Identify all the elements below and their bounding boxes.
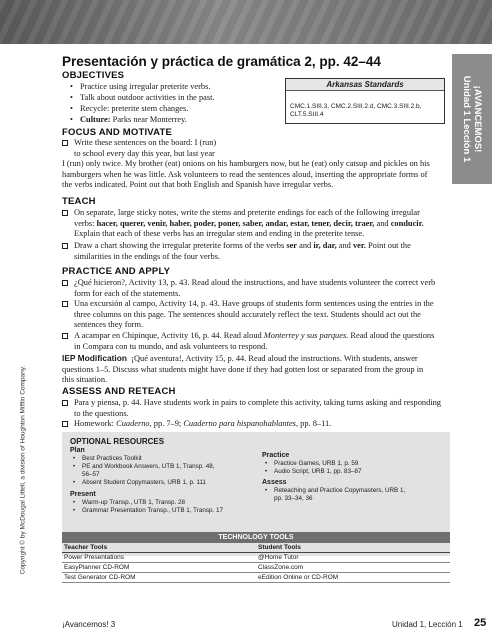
resource-item: • Warm-up Transp., UTB 1, Transp. 28 bbox=[73, 499, 186, 506]
checkbox-icon bbox=[62, 280, 68, 286]
page-number: 25 bbox=[474, 617, 487, 629]
page-title: Presentación y práctica de gramática 2, pp. 42–44 bbox=[62, 54, 381, 69]
focus-heading: FOCUS AND MOTIVATE bbox=[62, 127, 173, 138]
practice-item: A acampar en Chipinque, Activity 16, p. 44. Read aloud Monterrey y sus parques. Read aloud the questions in Compara con tu mundo, and ask volunteers to respond. bbox=[62, 331, 450, 352]
technology-tools-header: TECHNOLOGY TOOLS bbox=[62, 532, 450, 543]
resource-item: • Best Practices Toolkit bbox=[73, 455, 142, 462]
objective-item: • Practice using irregular preterite verbs. bbox=[70, 82, 211, 91]
assess-item-homework: Homework: Cuaderno, pp. 7–9; Cuaderno para hispanohablantes, pp. 8–11. bbox=[62, 419, 450, 430]
standards-title: Arkansas Standards bbox=[286, 79, 444, 91]
assess-item: Para y piensa, p. 44. Have students work in pairs to complete this activity, taking turns asking and responding to the questions. bbox=[62, 398, 452, 419]
practice-item: Una excursión al campo, Activity 14, p. 43. Have groups of students form sentences using the entries in the three columns on this page. The sentences should accurately reflect the text. Students should act out the sentences they form. bbox=[62, 299, 450, 331]
resource-item-continuation: 56–57 bbox=[82, 471, 100, 478]
table-row: Power Presentations @Home Tutor bbox=[62, 553, 450, 563]
checkbox-icon bbox=[62, 210, 68, 216]
resource-item: • PE and Workbook Answers, UTB 1, Transp. 48, bbox=[73, 463, 215, 470]
practice-item: ¿Qué hicieron?, Activity 13, p. 43. Read aloud the instructions, and have students volunteer the correct verb form for each of the statements. bbox=[62, 278, 450, 299]
resource-item: • Reteaching and Practice Copymasters, URB 1, bbox=[265, 487, 406, 494]
assess-heading: ASSESS AND RETEACH bbox=[62, 386, 176, 397]
objective-item: • Talk about outdoor activities in the past. bbox=[70, 93, 215, 102]
objective-item: • Recycle: preterite stem changes. bbox=[70, 104, 189, 113]
teach-item: Draw a chart showing the irregular preterite forms of the verbs ser and ir, dar, and ver. Point out the similarities in the endings of the four verbs. bbox=[62, 241, 450, 262]
copyright-notice: Copyright © by McDougal Littell, a division of Houghton Mifflin Company. bbox=[19, 365, 27, 575]
teach-item: On separate, large sticky notes, write the stems and preterite endings for each of the following irregular verbs: hacer, querer, venir, haber, poder, poner, saber, andar, estar, tener, decir, traer, and conducir. Explain that each of these verbs has an irregular stem and ending in the preterite tense. bbox=[62, 208, 450, 240]
resource-item: • Grammar Presentation Transp., UTB 1, Transp. 17 bbox=[73, 507, 224, 514]
plan-heading: Plan bbox=[70, 447, 85, 454]
footer-book-title: ¡Avancemos! 3 bbox=[62, 620, 116, 629]
resource-item: • Absent Student Copymasters, URB 1, p. 111 bbox=[73, 479, 207, 486]
present-heading: Present bbox=[70, 491, 96, 498]
practice-resources-heading: Practice bbox=[262, 452, 290, 459]
resources-title: OPTIONAL RESOURCES bbox=[70, 437, 165, 446]
header-photo-band bbox=[0, 0, 492, 44]
focus-item: Write these sentences on the board: I (run) to school every day this year, but last year bbox=[62, 138, 442, 159]
checkbox-icon bbox=[62, 243, 68, 249]
assess-resources-heading: Assess bbox=[262, 479, 287, 486]
checkbox-icon bbox=[62, 301, 68, 307]
checkbox-icon bbox=[62, 421, 68, 427]
checkbox-icon bbox=[62, 400, 68, 406]
objective-item-culture: • Culture: Parks near Monterrey. bbox=[70, 115, 187, 124]
arkansas-standards-box bbox=[285, 78, 445, 124]
focus-continuation: I (run) only twice. My brother (eat) onions on his hamburgers now, but he (eat) only catsup and pickles on his hamburgers when he was little. Ask volunteers to read the sentences aloud, inserting the appropriate forms of the verbs indicated. Point out that both English and Spanish have irregular verbs. bbox=[62, 159, 430, 190]
resource-item: • Practice Games, URB 1, p. 59 bbox=[265, 460, 359, 467]
unit-side-tab-label: ¡AVANCEMOS! Unidad 1 Lección 1 bbox=[461, 75, 483, 163]
footer-unit-lesson: Unidad 1, Lección 1 bbox=[392, 620, 463, 629]
checkbox-icon bbox=[62, 140, 68, 146]
standards-codes: CMC.1.SIII.3, CMC.2.SIII.2.d, CMC.3.SIII.2.b, CLT.5.SIII.4 bbox=[290, 103, 422, 118]
resource-item: • Audio Script, URB 1, pp. 83–87 bbox=[265, 468, 362, 475]
objectives-heading: OBJECTIVES bbox=[62, 70, 125, 81]
iep-modification: IEP Modification ¡Qué aventura!, Activity 15, p. 44. Read aloud the instructions. With students, answer questions 1–5. Discuss what students might have done if they had gotten lost or separated from the group in this situation. bbox=[62, 353, 424, 385]
table-row: Test Generator CD-ROM eEdition Online or CD-ROM bbox=[62, 573, 450, 583]
checkbox-icon bbox=[62, 333, 68, 339]
resource-item-continuation: pp. 33–34, 36 bbox=[274, 495, 313, 502]
table-row: EasyPlanner CD-ROM ClassZone.com bbox=[62, 563, 450, 573]
tech-table-header: Teacher Tools Student Tools bbox=[62, 543, 450, 553]
teach-heading: TEACH bbox=[62, 196, 96, 207]
practice-heading: PRACTICE AND APPLY bbox=[62, 266, 171, 277]
